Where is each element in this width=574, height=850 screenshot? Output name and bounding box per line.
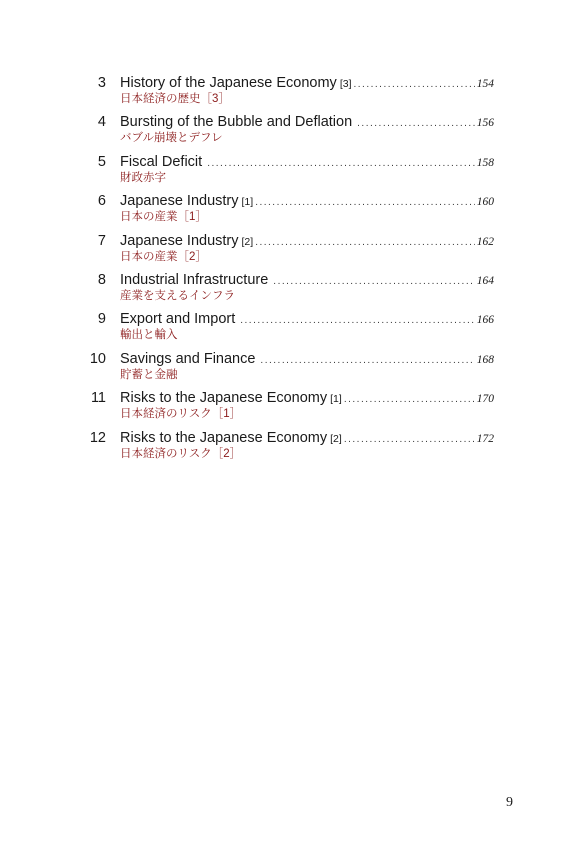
dot-leader xyxy=(240,312,475,330)
toc-entry[interactable] xyxy=(82,73,494,112)
japanese-title: 日本の産業［2］ xyxy=(120,250,207,263)
toc-entry[interactable] xyxy=(82,231,494,270)
dot-leader xyxy=(357,115,475,133)
toc-entry[interactable] xyxy=(82,388,494,427)
chapter-title: Japanese Industry xyxy=(120,232,239,249)
chapter-number: 7 xyxy=(97,232,106,249)
dot-leader xyxy=(354,76,475,94)
chapter-title: Export and Import xyxy=(120,311,236,328)
chapter-title: Bursting of the Bubble and Deflation xyxy=(120,114,353,131)
toc-entry-line xyxy=(120,153,494,171)
page-number: 158 xyxy=(476,156,494,169)
toc-entry[interactable] xyxy=(82,270,494,309)
page-number: 154 xyxy=(476,78,494,90)
dot-leader xyxy=(344,431,475,449)
toc-entry[interactable] xyxy=(82,309,494,348)
chapter-number: 5 xyxy=(97,153,106,170)
chapter-number: 9 xyxy=(97,311,106,328)
chapter-number: 8 xyxy=(97,271,106,288)
chapter-number: 11 xyxy=(90,390,106,407)
chapter-number: 12 xyxy=(89,429,106,446)
japanese-title: 輸出と輸入 xyxy=(120,329,178,342)
chapter-title: Risks to the Japanese Economy xyxy=(120,429,328,446)
chapter-title: Savings and Finance xyxy=(120,350,256,367)
japanese-title: 日本経済の歴史［3］ xyxy=(120,93,230,105)
chapter-title: Fiscal Deficit xyxy=(120,153,203,170)
chapter-part: [2] xyxy=(241,235,254,248)
chapter-title: Japanese Industry xyxy=(120,193,239,210)
toc-entry[interactable] xyxy=(82,428,494,467)
toc-entry-line xyxy=(120,429,494,447)
table-of-contents xyxy=(82,73,494,467)
page-number: 164 xyxy=(476,274,494,287)
japanese-title: 貯蓄と金融 xyxy=(120,368,178,381)
toc-entry[interactable] xyxy=(82,112,494,151)
toc-entry-line xyxy=(120,113,494,131)
chapter-part: [1] xyxy=(241,196,254,209)
chapter-part: [1] xyxy=(330,393,342,406)
dot-leader xyxy=(344,391,475,409)
page-number: 156 xyxy=(476,117,494,130)
toc-entry-line xyxy=(120,232,494,250)
japanese-title: 産業を支えるインフラ xyxy=(120,289,235,302)
page-number: 168 xyxy=(476,353,494,366)
toc-entry[interactable] xyxy=(82,349,494,388)
toc-entry[interactable] xyxy=(82,152,494,191)
page-number: 170 xyxy=(476,393,494,406)
toc-entry-line xyxy=(120,192,494,210)
chapter-part: [2] xyxy=(330,432,342,445)
dot-leader xyxy=(255,234,475,252)
japanese-title: 財政赤字 xyxy=(120,171,166,184)
toc-entry-line xyxy=(120,74,494,92)
chapter-number: 6 xyxy=(97,193,106,210)
japanese-title: 日本の産業［1］ xyxy=(120,211,207,224)
dot-leader xyxy=(273,273,474,291)
toc-entry[interactable] xyxy=(82,191,494,230)
toc-entry-line xyxy=(120,389,494,407)
chapter-number: 4 xyxy=(97,114,106,131)
toc-entry-line xyxy=(120,350,494,368)
chapter-number: 10 xyxy=(89,350,106,367)
page-number: 172 xyxy=(476,432,494,445)
toc-entry-line xyxy=(120,271,494,289)
dot-leader xyxy=(207,155,475,173)
page-folio: 9 xyxy=(506,795,513,810)
chapter-title: Industrial Infrastructure xyxy=(120,271,269,288)
page-number: 162 xyxy=(476,235,494,248)
japanese-title: バブル崩壊とデフレ xyxy=(120,132,223,145)
page-number: 166 xyxy=(476,314,494,327)
chapter-title: History of the Japanese Economy xyxy=(120,75,337,91)
japanese-title: 日本経済のリスク［1］ xyxy=(120,408,242,421)
japanese-title: 日本経済のリスク［2］ xyxy=(120,447,242,460)
chapter-title: Risks to the Japanese Economy xyxy=(120,390,328,407)
page-number: 160 xyxy=(476,196,494,209)
dot-leader xyxy=(260,352,474,370)
chapter-part: [3] xyxy=(339,78,352,90)
toc-entry-line xyxy=(120,310,494,328)
dot-leader xyxy=(255,194,475,212)
chapter-number: 3 xyxy=(97,75,106,91)
